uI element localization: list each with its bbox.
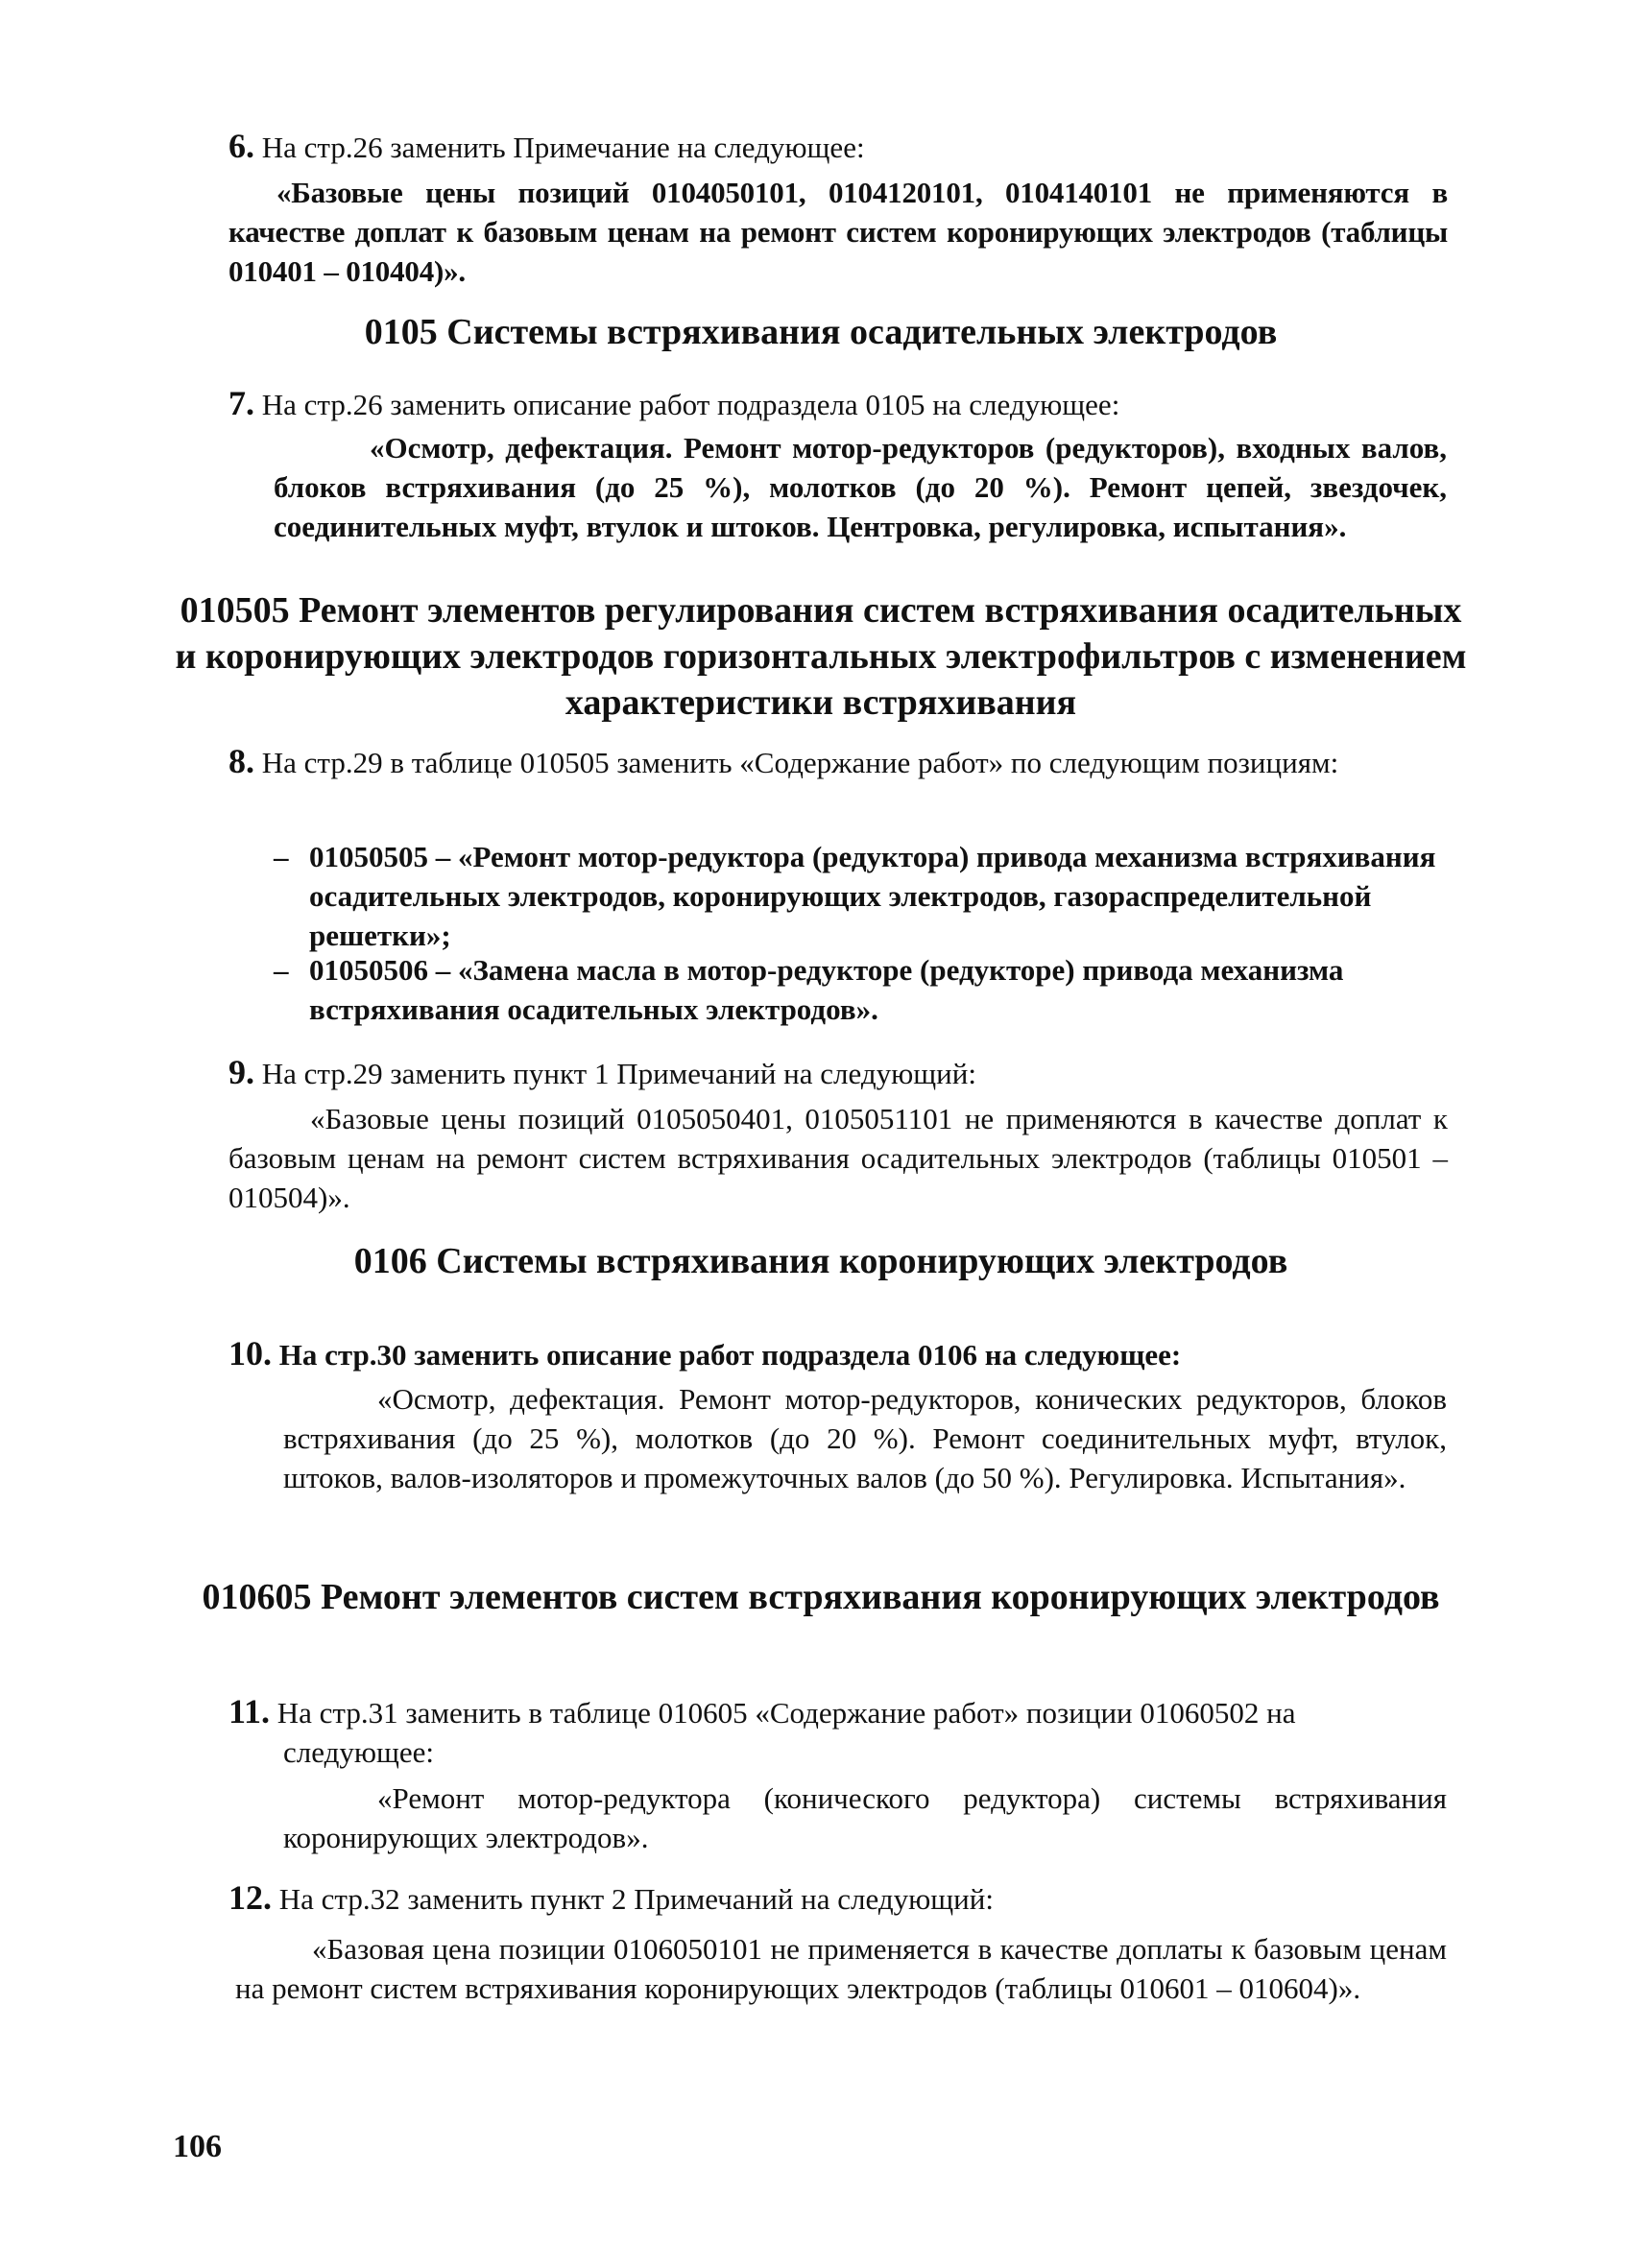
section-heading-0106: 0106 Системы встряхивания коронирующих электродов [353,1241,1288,1281]
item-9 [228,1053,1448,1093]
item-intro: На стр.31 заменить в таблице 010605 «Содержание работ» позиции 01060502 на следующее: [276,1696,1296,1769]
item-9-text: «Базовые цены позиций 0105050401, 0105051101 не применяются в качестве доплат к базовым ценам на ремонт систем встряхивания осадительных электродов (таблицы 010501 – 010504)». [228,1102,1448,1214]
item-number: 6. [228,127,254,165]
item-number: 7. [228,384,254,422]
item-12-text: «Базовая цена позиции 0106050101 не применяется в качестве доплаты к базовым ценам на ремонт систем встряхивания коронирующих электродов (таблицы 010601 – 010604)». [235,1932,1447,2005]
section-heading-0105: 0105 Системы встряхивания осадительных электродов [364,312,1278,352]
dash-marker: – [274,840,289,873]
item-intro: На стр.29 в таблице 010505 заменить «Содержание работ» по следующим позициям: [261,746,1339,779]
position-text: 01050506 – «Замена масла в мотор-редукторе (редукторе) привода механизма встряхивания осадительных электродов». [309,953,1344,1026]
item-intro: На стр.26 заменить описание работ подраздела 0105 на следующее: [261,388,1120,421]
item-number: 11. [228,1692,271,1731]
page-number: 106 [173,2129,222,2164]
item-10-text: «Осмотр, дефектация. Ремонт мотор-редукторов, конических редукторов, блоков встряхивания (до 25 %), молотков (до 20 %). Ремонт соединительных муфт, втулок, штоков, валов-изоляторов и промежуточных валов (до 50 %). Регулировка. Испытания». [283,1382,1447,1494]
section-heading-010605: 010605 Ремонт элементов систем встряхивания коронирующих электродов [202,1577,1440,1617]
item-8 [228,742,1448,782]
item-12 [228,1878,1448,1919]
item-11-text: «Ремонт мотор-редуктора (конического редуктора) системы встряхивания коронирующих электродов». [283,1781,1447,1854]
item-11 [228,1692,1448,1772]
item-number: 8. [228,742,254,780]
item-10 [228,1334,1448,1374]
item-number: 9. [228,1053,254,1091]
dash-marker: – [274,953,289,987]
item-7-text: «Осмотр, дефектация. Ремонт мотор-редукторов (редукторов), входных валов, блоков встряхивания (до 25 %), молотков (до 20 %). Ремонт цепей, звездочек, соединительных муфт, втулок и штоков. Центровка, регулировка, испытания». [274,431,1447,543]
item-8-position-01050506 [274,950,1450,1029]
item-6 [228,127,1448,167]
item-number: 12. [228,1878,272,1917]
item-intro: На стр.26 заменить Примечание на следующее: [261,131,865,164]
item-intro: На стр.32 заменить пункт 2 Примечаний на следующий: [278,1882,994,1916]
item-8-position-01050505 [274,837,1450,955]
item-6-text: «Базовые цены позиций 0104050101, 0104120101, 0104140101 не применяются в качестве доплат к базовым ценам на ремонт систем коронирующих электродов (таблицы 010401 – 010404)». [228,176,1448,288]
item-intro: На стр.30 заменить описание работ подраздела 0106 на следующее: [278,1338,1182,1372]
item-7 [228,384,1448,424]
position-text: 01050505 – «Ремонт мотор-редуктора (редуктора) привода механизма встряхивания осадительных электродов, коронирующих электродов, газораспределительной решетки»; [309,840,1436,952]
item-intro: На стр.29 заменить пункт 1 Примечаний на следующий: [261,1057,976,1090]
item-number: 10. [228,1334,272,1373]
section-heading-010505: 010505 Ремонт элементов регулирования систем встряхивания осадительных и коронирующих электродов горизонтальных электрофильтров с изменением характеристики встряхивания [175,590,1467,723]
